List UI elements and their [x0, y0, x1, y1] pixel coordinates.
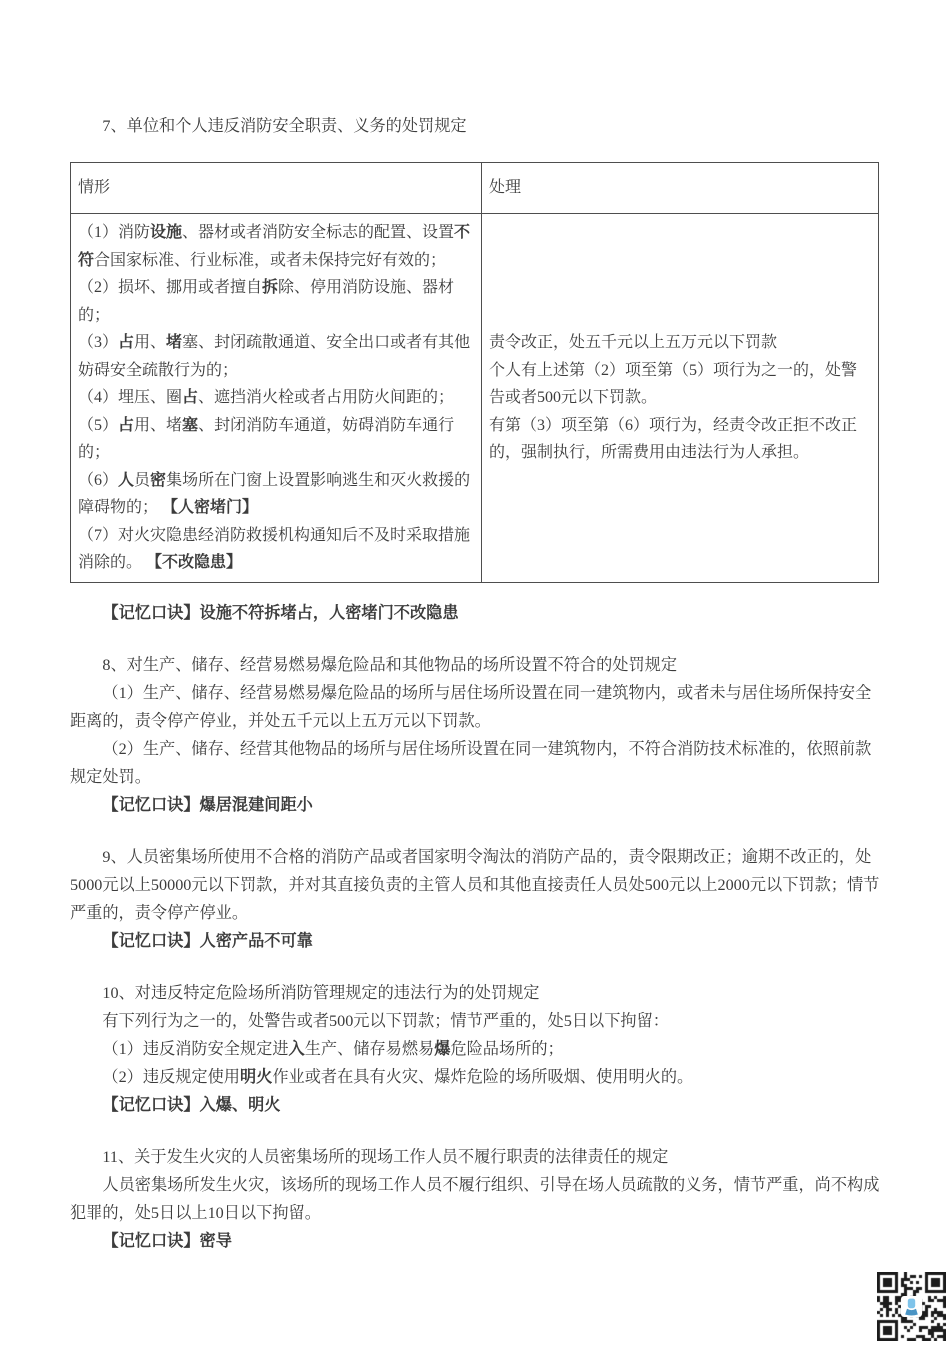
- table-row: [71, 214, 879, 583]
- section8-paragraph-2: （2）生产、储存、经营其他物品的场所与居住场所设置在同一建筑物内，不符合消防技术标准的，依照前款规定处罚。: [70, 739, 872, 786]
- column-header-situation: 情形: [71, 163, 482, 214]
- document-content: [70, 0, 880, 1255]
- mnemonic-section7: 【记忆口诀】设施不符拆堵占，人密堵门不改隐患: [102, 603, 459, 622]
- qr-code: [877, 1272, 946, 1341]
- person-avatar-icon: [901, 1296, 922, 1317]
- section8-paragraph-1: （1）生产、储存、经营易燃易爆危险品的场所与居住场所设置在同一建筑物内，或者未与居住场所保持安全距离的，责令停产停业，并处五千元以上五万元以下罚款。: [70, 683, 872, 730]
- section-11: [70, 1143, 880, 1255]
- mnemonic-section9: 【记忆口诀】人密产品不可靠: [102, 931, 313, 950]
- section7-title: 7、单位和个人违反消防安全职责、义务的处罚规定: [102, 117, 467, 135]
- section-10: [70, 979, 880, 1119]
- mnemonic-section11: 【记忆口诀】密导: [102, 1231, 232, 1250]
- section8-title: 8、对生产、储存、经营易燃易爆危险品和其他物品的场所设置不符合的处罚规定: [102, 655, 678, 674]
- section10-item-1: （1）违反消防安全规定进入生产、储存易燃易爆危险品场所的；: [102, 1039, 564, 1058]
- section10-item-2: （2）违反规定使用明火作业或者在具有火灾、爆炸危险的场所吸烟、使用明火的。: [102, 1067, 694, 1086]
- table-cell-situations: （1）消防设施、器材或者消防安全标志的配置、设置不符合国家标准、行业标准，或者未保持完好有效的； （2）损坏、挪用或者擅自拆除、停用消防设施、器材的； （3）占用、堵塞、封闭疏散通道、安全出口或者有其他妨碍安全疏散行为的； （4）埋压、圈占、遮挡消火栓或者占用防火间距的； （5）占用、堵塞、封闭消防车通道，妨碍消防车通行的； （6）人员密集场所在门窗上设置影响逃生和灭火救援的障碍物的； 【人密堵门】 （7）对火灾隐患经消防救援机构通知后不及时采取措施消除的。 【不改隐患】: [71, 214, 482, 583]
- penalty-table: [70, 162, 879, 583]
- column-header-penalty: 处理: [482, 163, 879, 214]
- section10-title: 10、对违反特定危险场所消防管理规定的违法行为的处罚规定: [102, 983, 540, 1002]
- avatar-head: [908, 1299, 915, 1309]
- mnemonic-section10: 【记忆口诀】入爆、明火: [102, 1095, 281, 1114]
- table-header-row: [71, 163, 879, 214]
- table-cell-penalty: 责令改正，处五千元以上五万元以下罚款 个人有上述第（2）项至第（5）项行为之一的，处警告或者500元以下罚款。 有第（3）项至第（6）项行为，经责令改正拒不改正的，强制执行，所需费用由违法行为人承担。: [482, 214, 879, 583]
- section-9: [70, 843, 880, 955]
- section10-intro: 有下列行为之一的，处警告或者500元以下罚款；情节严重的，处5日以下拘留：: [102, 1011, 669, 1030]
- section-8: [70, 651, 880, 819]
- section11-paragraph: 人员密集场所发生火灾，该场所的现场工作人员不履行组织、引导在场人员疏散的义务，情节严重，尚不构成犯罪的，处5日以上10日以下拘留。: [70, 1175, 880, 1222]
- section9-paragraph: 9、人员密集场所使用不合格的消防产品或者国家明令淘汰的消防产品的，责令限期改正；逾期不改正的，处5000元以上50000元以下罚款，并对其直接负责的主管人员和其他直接责任人员处500元以上2000元以下罚款；情节严重的，责令停产停业。: [70, 847, 880, 922]
- mnemonic-section8: 【记忆口诀】爆居混建间距小: [102, 795, 313, 814]
- section11-title: 11、关于发生火灾的人员密集场所的现场工作人员不履行职责的法律责任的规定: [102, 1147, 669, 1166]
